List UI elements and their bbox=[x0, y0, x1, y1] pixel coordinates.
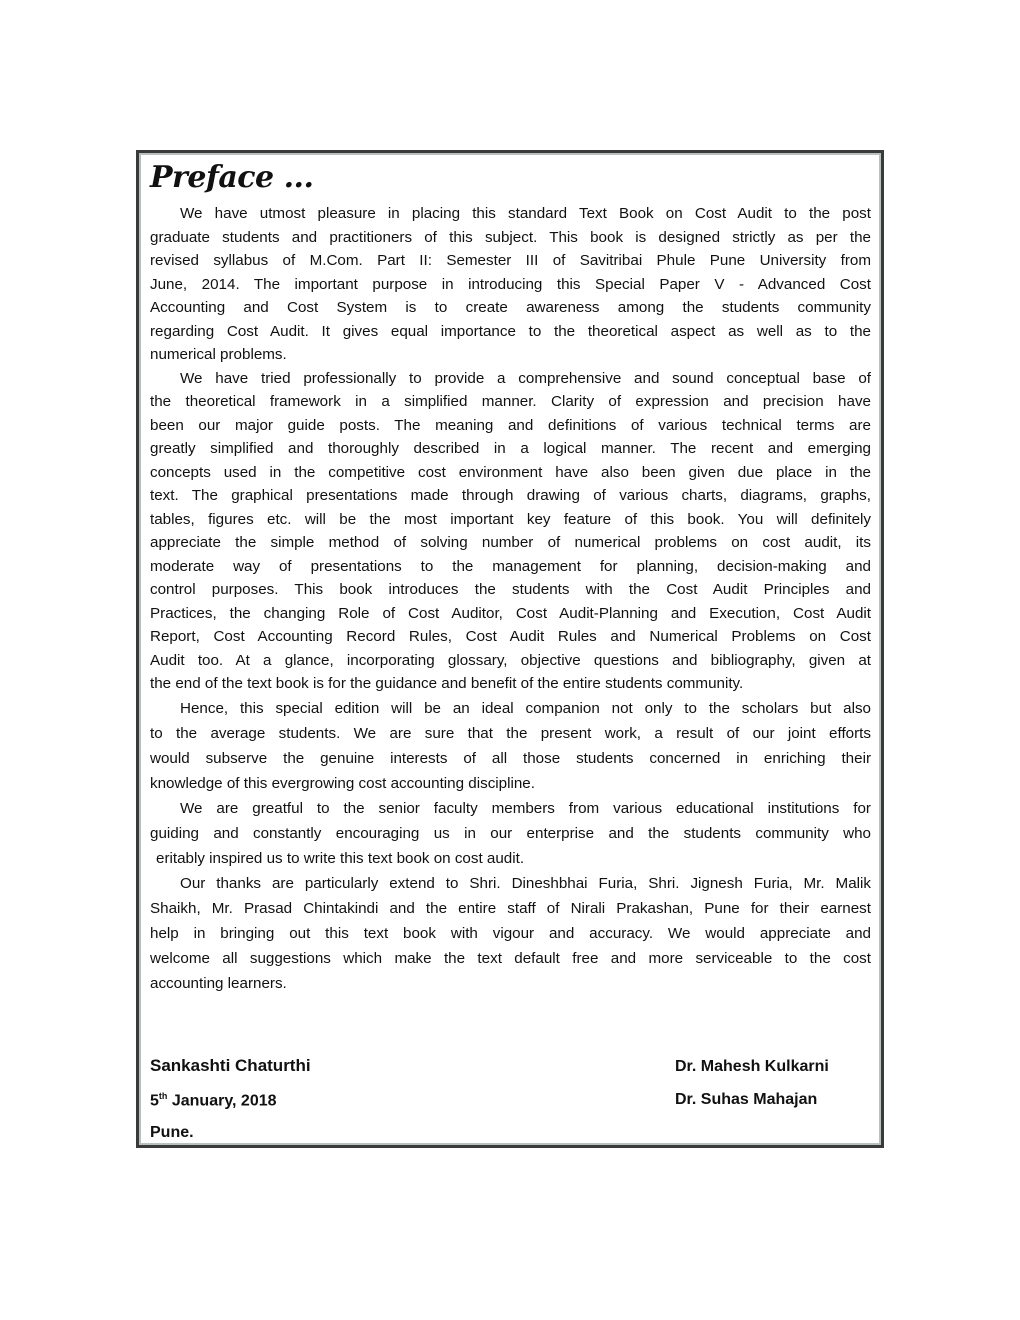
paragraph-line: eritably inspired us to write this text book on cost audit. bbox=[156, 849, 525, 867]
paragraph-line: Audit too. At a glance, incorporating glossary, objective questions and bibliography, given at bbox=[150, 651, 871, 669]
preface-body bbox=[150, 202, 871, 996]
paragraph bbox=[150, 696, 871, 796]
date-day: 5 bbox=[150, 1092, 159, 1110]
paragraph-line: We are greatful to the senior faculty members from various educational institutions for bbox=[180, 799, 871, 817]
paragraph-line: We have utmost pleasure in placing this standard Text Book on Cost Audit to the post bbox=[180, 205, 871, 222]
page-title: Preface ... bbox=[150, 160, 314, 195]
paragraph-line: welcome all suggestions which make the text default free and more serviceable to the cost bbox=[150, 949, 871, 967]
paragraph bbox=[150, 871, 871, 996]
paragraph-line: Our thanks are particularly extend to Shri. Dineshbhai Furia, Shri. Jignesh Furia, Mr. Malik bbox=[180, 874, 871, 892]
paragraph-line: help in bringing out this text book with vigour and accuracy. We would appreciate and bbox=[150, 924, 871, 942]
paragraph-line: Accounting and Cost System is to create awareness among the students community bbox=[150, 299, 871, 316]
paragraph-line: Hence, this special edition will be an ideal companion not only to the scholars but also bbox=[180, 699, 871, 717]
paragraph-line: graduate students and practitioners of this subject. This book is designed strictly as per the bbox=[150, 228, 871, 246]
paragraph-line: concepts used in the competitive cost environment have also been given due place in the bbox=[150, 463, 871, 481]
author-1: Dr. Mahesh Kulkarni bbox=[675, 1058, 829, 1075]
paragraph-line: been our major guide posts. The meaning and definitions of various technical terms are bbox=[150, 416, 871, 434]
paragraph bbox=[150, 796, 871, 871]
paragraph-line: June, 2014. The important purpose in introducing this Special Paper V - Advanced Cost bbox=[150, 275, 871, 293]
paragraph-line: regarding Cost Audit. It gives equal importance to the theoretical aspect as well as to the bbox=[150, 322, 871, 340]
paragraph-line: greatly simplified and thoroughly described in a logical manner. The recent and emerging bbox=[150, 440, 871, 457]
signature-occasion: Sankashti Chaturthi bbox=[150, 1056, 311, 1075]
paragraph-line: tables, figures etc. will be the most important key feature of this book. You will definitely bbox=[150, 510, 871, 528]
paragraph-line: We have tried professionally to provide a comprehensive and sound conceptual base of bbox=[180, 369, 871, 387]
signature-date bbox=[150, 1091, 277, 1110]
paragraph-line: moderate way of presentations to the management for planning, decision-making and bbox=[150, 557, 871, 575]
paragraph bbox=[150, 202, 871, 367]
paragraph-line: revised syllabus of M.Com. Part II: Semester III of Savitribai Phule Pune University from bbox=[150, 252, 871, 269]
paragraph-line: the end of the text book is for the guidance and benefit of the entire students community. bbox=[150, 675, 744, 692]
paragraph-line: text. The graphical presentations made through drawing of various charts, diagrams, graphs, bbox=[150, 487, 871, 504]
paragraph-line: Practices, the changing Role of Cost Auditor, Cost Audit-Planning and Execution, Cost Audit bbox=[150, 604, 871, 622]
paragraph-line: guiding and constantly encouraging us in our enterprise and the students community who bbox=[150, 824, 871, 842]
paragraph-line: knowledge of this evergrowing cost accounting discipline. bbox=[150, 774, 535, 792]
date-rest: January, 2018 bbox=[167, 1092, 277, 1110]
signature-place: Pune. bbox=[150, 1124, 194, 1141]
paragraph-line: accounting learners. bbox=[150, 974, 287, 992]
paragraph-line: numerical problems. bbox=[150, 346, 287, 363]
paragraph-line: Shaikh, Mr. Prasad Chintakindi and the entire staff of Nirali Prakashan, Pune for their earnest bbox=[150, 899, 871, 917]
paragraph-line: appreciate the simple method of solving number of numerical problems on cost audit, its bbox=[150, 534, 871, 551]
paragraph-line: the theoretical framework in a simplified manner. Clarity of expression and precision have bbox=[150, 393, 871, 410]
paragraph-line: Report, Cost Accounting Record Rules, Cost Audit Rules and Numerical Problems on Cost bbox=[150, 628, 871, 645]
paragraph bbox=[150, 367, 871, 696]
paragraph-line: to the average students. We are sure that the present work, a result of our joint efforts bbox=[150, 724, 871, 742]
paragraph-line: control purposes. This book introduces the students with the Cost Audit Principles and bbox=[150, 581, 871, 598]
paragraph-line: would subserve the genuine interests of all those students concerned in enriching their bbox=[150, 749, 871, 767]
author-2: Dr. Suhas Mahajan bbox=[675, 1091, 818, 1108]
date-suffix: th bbox=[158, 1091, 168, 1101]
